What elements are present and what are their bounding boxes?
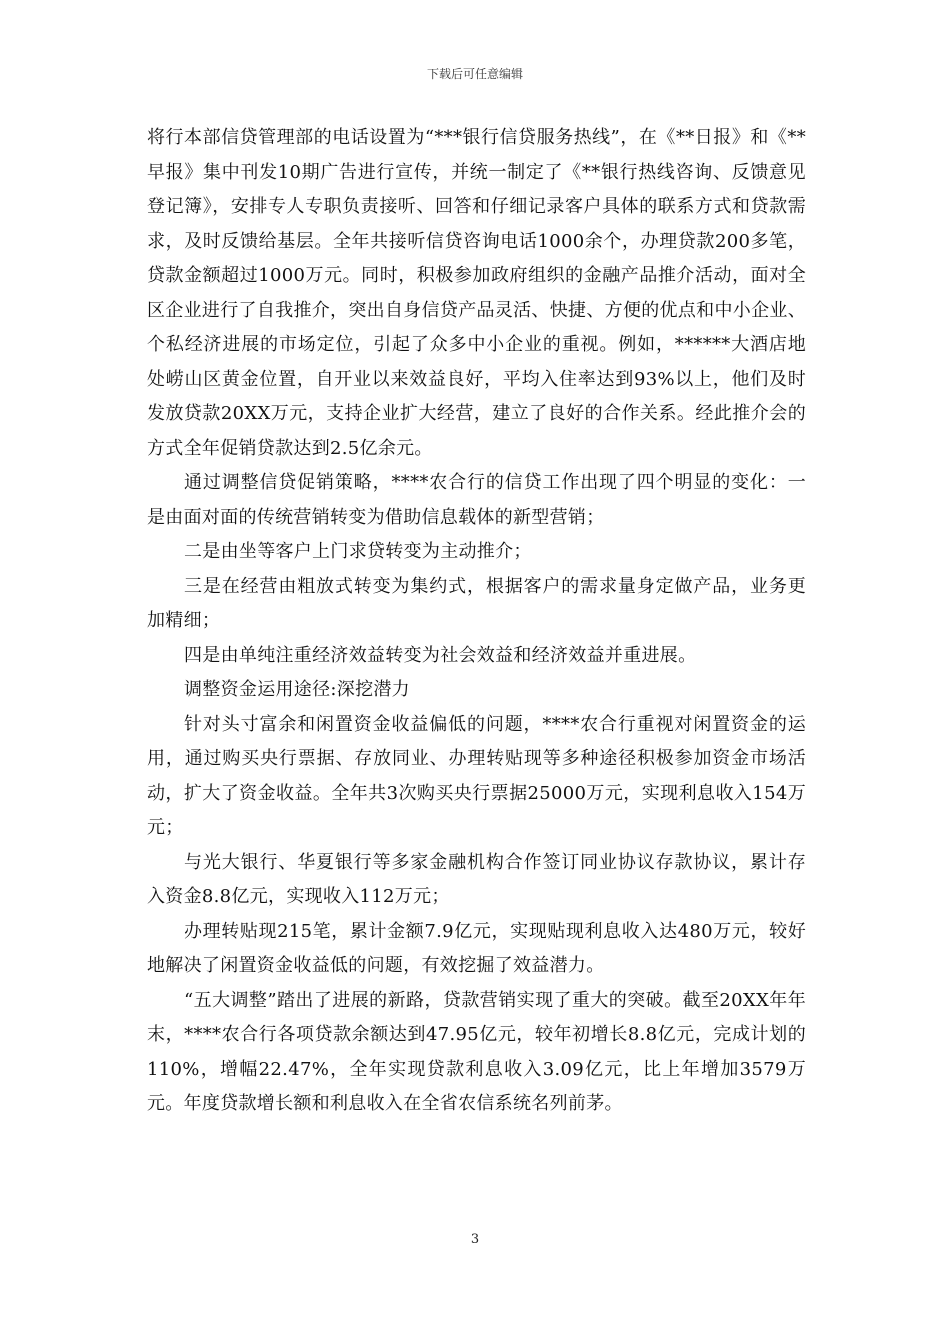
page-number: 3: [470, 1232, 480, 1247]
section-heading-funds: 调整资金运用途径:深挖潜力: [184, 679, 410, 700]
paragraph-hotline-promotion: 将行本部信贷管理部的电话设置为“***银行信贷服务热线”，在《**日报》和《**早报》集中刊发10期广告进行宣传，并统一制定了《**银行热线咨询、反馈意见登记簿》，安排专人专职负责接听、回答和仔细记录客户具体的联系方式和贷款需求，及时反馈给基层。全年共接听信贷咨询电话1000余个，办理贷款200多笔，贷款金额超过1000万元。同时，积极参加政府组织的金融产品推介活动，面对全区企业进行了自我推介，突出自身信贷产品灵活、快捷、方便的优点和中小企业、个私经济进展的市场定位，引起了众多中小企业的重视。例如，******大酒店地处崂山区黄金位置，自开业以来效益良好，平均入住率达到93%以上，他们及时发放贷款20XX万元，支持企业扩大经营，建立了良好的合作关系。经此推介会的方式全年促销贷款达到2.5亿余元。: [147, 127, 806, 459]
paragraph-change-four: 四是由单纯注重经济效益转变为社会效益和经济效益并重进展。: [184, 644, 697, 666]
paragraph-change-two: 二是由坐等客户上门求贷转变为主动推介；: [184, 541, 532, 562]
document-body: [147, 121, 806, 1122]
paragraph-interbank-deposit: 与光大银行、华夏银行等多家金融机构合作签订同业协议存款协议，累计存入资金8.8亿元，实现收入112万元；: [147, 851, 806, 907]
page-header: 下载后可任意编辑: [426, 67, 523, 81]
paragraph-five-adjustments: “五大调整”踏出了进展的新路，贷款营销实现了重大的突破。截至20XX年年末，****农合行各项贷款余额达到47.95亿元，较年初增长8.8亿元，完成计划的110%，增幅22.47%，全年实现贷款利息收入3.09亿元，比上年增加3579万元。年度贷款增长额和利息收入在全省农信系统名列前茅。: [147, 989, 806, 1114]
paragraph-rediscount: 办理转贴现215笔，累计金额7.9亿元，实现贴现利息收入达480万元，较好地解决了闲置资金收益低的问题，有效挖掘了效益潜力。: [147, 920, 806, 976]
paragraph-idle-funds: 针对头寸富余和闲置资金收益偏低的问题，****农合行重视对闲置资金的运用，通过购买央行票据、存放同业、办理转贴现等多种途径积极参加资金市场活动，扩大了资金收益。全年共3次购买央行票据25000万元，实现利息收入154万元；: [147, 713, 806, 838]
paragraph-change-three: 三是在经营由粗放式转变为集约式，根据客户的需求量身定做产品，业务更加精细；: [147, 575, 806, 631]
paragraph-four-changes: 通过调整信贷促销策略，****农合行的信贷工作出现了四个明显的变化：一是由面对面的传统营销转变为借助信息载体的新型营销；: [147, 472, 806, 528]
